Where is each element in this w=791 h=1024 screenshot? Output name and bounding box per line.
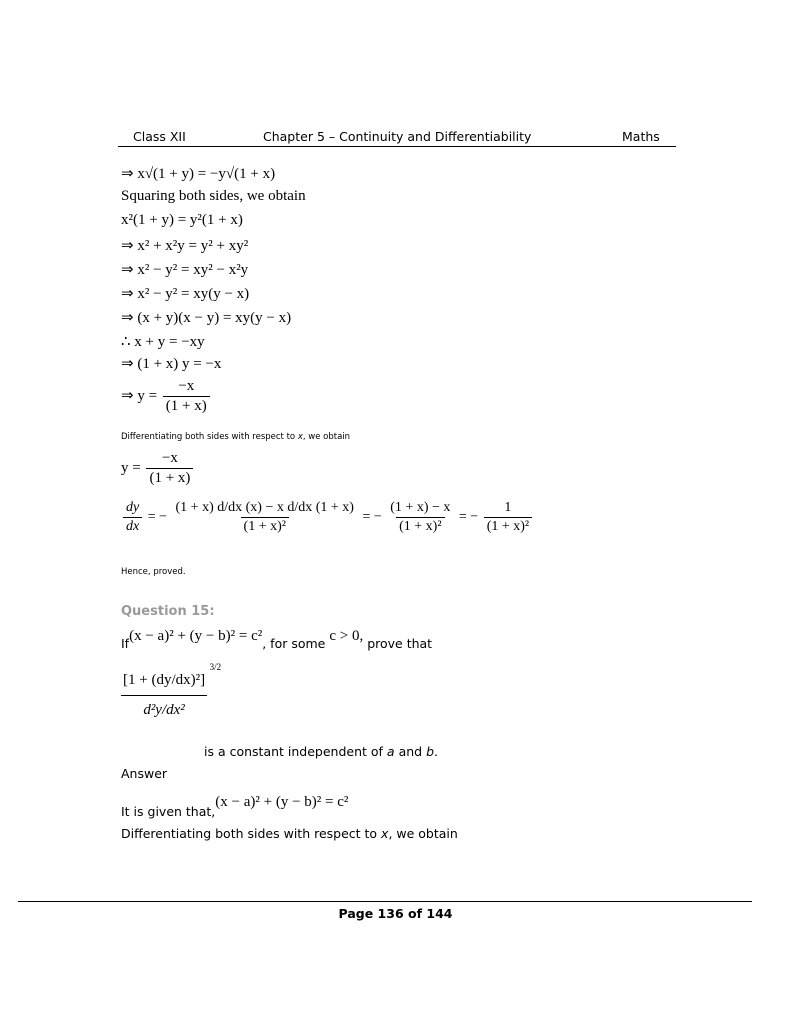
answer-diff-suffix: , we obtain xyxy=(388,826,458,841)
dydx-den: dx xyxy=(123,517,142,535)
step-9-fraction xyxy=(163,378,210,415)
deriv-eq-2: = − xyxy=(362,509,382,525)
step-1: ⇒ x√(1 + y) = −y√(1 + x) xyxy=(121,166,276,182)
deriv-eq-1: = − xyxy=(147,509,168,525)
step-8: ⇒ (1 + x) y = −x xyxy=(121,356,222,372)
question-prove: prove that xyxy=(363,636,433,651)
question-statement xyxy=(121,628,433,653)
expression-numerator xyxy=(121,662,222,696)
diff-note-prefix: Differentiating both sides with respect to xyxy=(121,432,298,442)
question-expression xyxy=(121,662,222,719)
step-9-den: (1 + x) xyxy=(163,396,210,415)
expression-top: [1 + (dy/dx)²] xyxy=(123,672,206,688)
step-2: x²(1 + y) = y²(1 + x) xyxy=(121,212,243,228)
given-text: It is given that, xyxy=(121,804,216,819)
question-condition: c > 0, xyxy=(329,628,364,644)
y-eq-den: (1 + x) xyxy=(146,468,193,487)
squaring-text: Squaring both sides, we obtain xyxy=(121,188,306,204)
question-for-some: , for some xyxy=(262,636,326,651)
step-6: ⇒ (x + y)(x − y) = xy(y − x) xyxy=(121,310,292,326)
y-eq-lhs: y = xyxy=(121,459,141,476)
deriv-eq-3: = − xyxy=(458,509,479,525)
given-equation: (x − a)² + (y − b)² = c² xyxy=(215,794,349,810)
question-equation: (x − a)² + (y − b)² = c² xyxy=(129,628,263,644)
step-5: ⇒ x² − y² = xy(y − x) xyxy=(121,286,250,302)
header-rule xyxy=(118,146,676,147)
expression-fraction xyxy=(121,662,222,719)
step-9-num: −x xyxy=(178,378,195,394)
derivative-equation xyxy=(121,500,534,535)
step-4: ⇒ x² − y² = xy² − x²y xyxy=(121,262,249,278)
diff-note-suffix: , we obtain xyxy=(302,432,351,442)
answer-diff-var: x xyxy=(381,826,389,841)
y-eq-fraction xyxy=(146,450,193,487)
step-9 xyxy=(121,378,212,415)
deriv-f1-num: (1 + x) d/dx (x) − x d/dx (1 + x) xyxy=(175,500,354,515)
given-statement xyxy=(121,794,349,821)
deriv-f3-den: (1 + x)² xyxy=(484,517,532,535)
expression-power: 3/2 xyxy=(209,662,222,672)
step-7: ∴ x + y = −xy xyxy=(121,334,205,350)
diff-note-var: x xyxy=(297,432,303,442)
answer-diff-text: Differentiating both sides with respect to xyxy=(121,826,382,841)
header-chapter: Chapter 5 – Continuity and Differentiability xyxy=(263,129,532,144)
answer-diff-note xyxy=(121,826,458,841)
step-9-lhs: ⇒ y = xyxy=(121,387,158,404)
constant-text: is a constant independent of xyxy=(204,744,387,759)
deriv-fraction-3 xyxy=(484,500,532,535)
hence-proved: Hence, proved. xyxy=(121,567,186,577)
period: . xyxy=(434,744,438,759)
dydx-num: dy xyxy=(126,500,140,515)
constant-statement xyxy=(204,744,438,759)
var-a: a xyxy=(386,744,395,759)
header-class: Class XII xyxy=(133,129,186,144)
deriv-f2-den: (1 + x)² xyxy=(396,517,444,535)
question-label: Question 15: xyxy=(121,604,215,619)
footer-rule xyxy=(18,901,752,902)
header-subject: Maths xyxy=(622,129,660,144)
var-b: b xyxy=(426,744,434,759)
deriv-fraction-2 xyxy=(387,500,453,535)
deriv-f1-den: (1 + x)² xyxy=(241,517,289,535)
question-if: If xyxy=(121,636,130,651)
diff-note xyxy=(121,432,350,442)
expression-denominator: d²y/dx² xyxy=(143,702,185,718)
y-eq-num: −x xyxy=(161,450,178,466)
y-equation xyxy=(121,450,195,487)
answer-label: Answer xyxy=(121,766,168,781)
and-text: and xyxy=(394,744,427,759)
dydx-fraction xyxy=(123,500,142,535)
page-number: Page 136 of 144 xyxy=(338,906,453,921)
deriv-f3-num: 1 xyxy=(504,500,512,515)
step-3: ⇒ x² + x²y = y² + xy² xyxy=(121,238,249,254)
deriv-f2-num: (1 + x) − x xyxy=(390,500,451,515)
deriv-fraction-1 xyxy=(173,500,357,535)
